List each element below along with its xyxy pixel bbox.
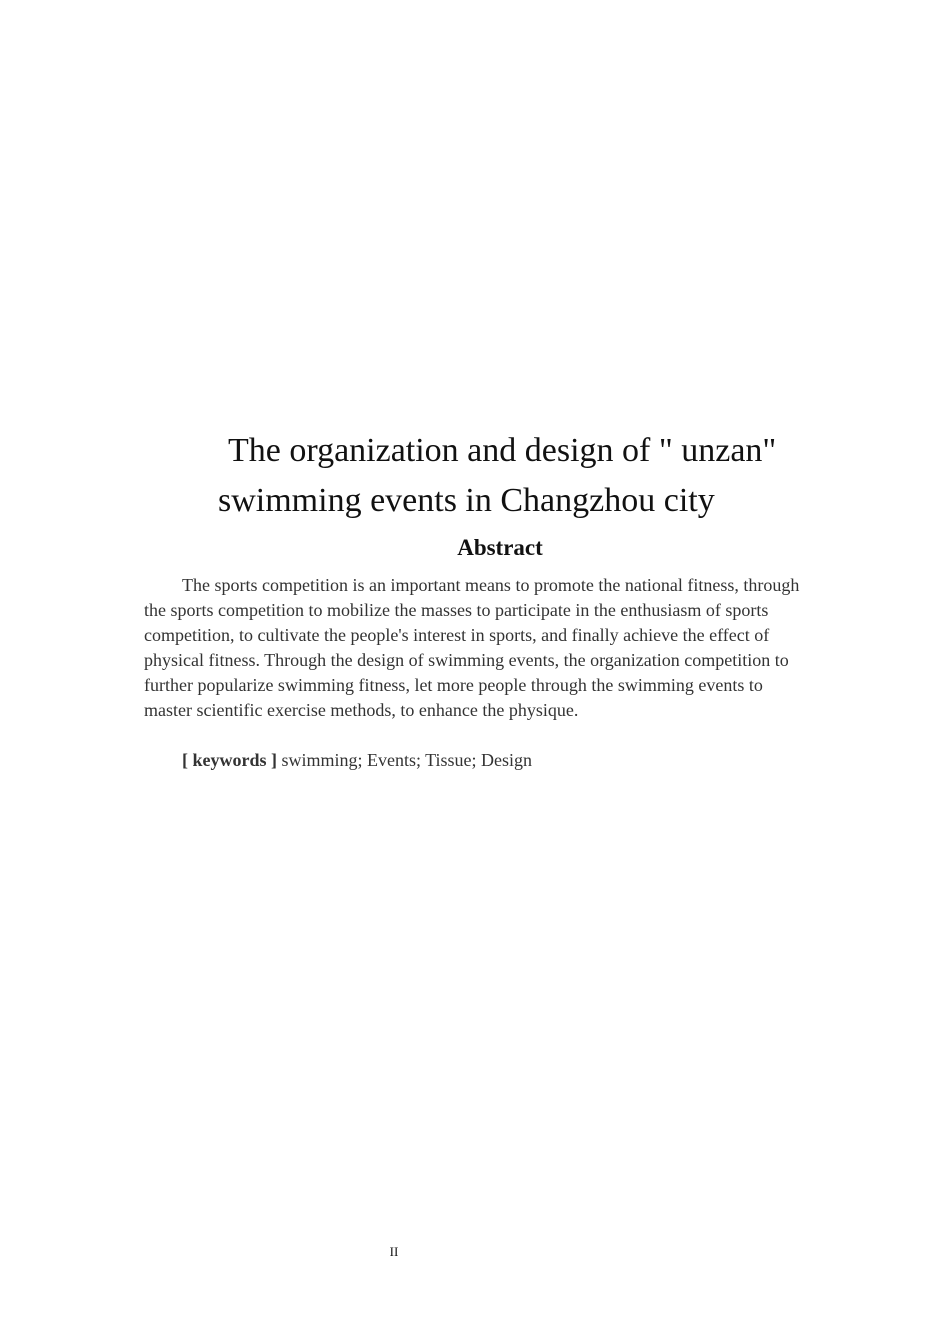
keywords-label: [ keywords ] <box>182 750 277 770</box>
abstract-body: The sports competition is an important means to promote the national fitness, through the sports competition to mobilize the masses to participate in the enthusiasm of sports competition, to cultivate the people's interest in sports, and finally achieve the effect of physical fitness. Through the design of swimming events, the organization competition to further popularize swimming fitness, let more people through the swimming events to master scientific exercise methods, to enhance the physique. <box>144 575 800 720</box>
keywords-line <box>182 748 532 773</box>
keywords-text: swimming; Events; Tissue; Design <box>281 750 533 770</box>
title-line-2: swimming events in Changzhou city <box>218 482 715 519</box>
title-line-1: The organization and design of " unzan" <box>228 432 777 469</box>
page-number: II <box>389 1244 399 1259</box>
document-title <box>0 426 950 526</box>
abstract-heading: Abstract <box>457 535 543 560</box>
